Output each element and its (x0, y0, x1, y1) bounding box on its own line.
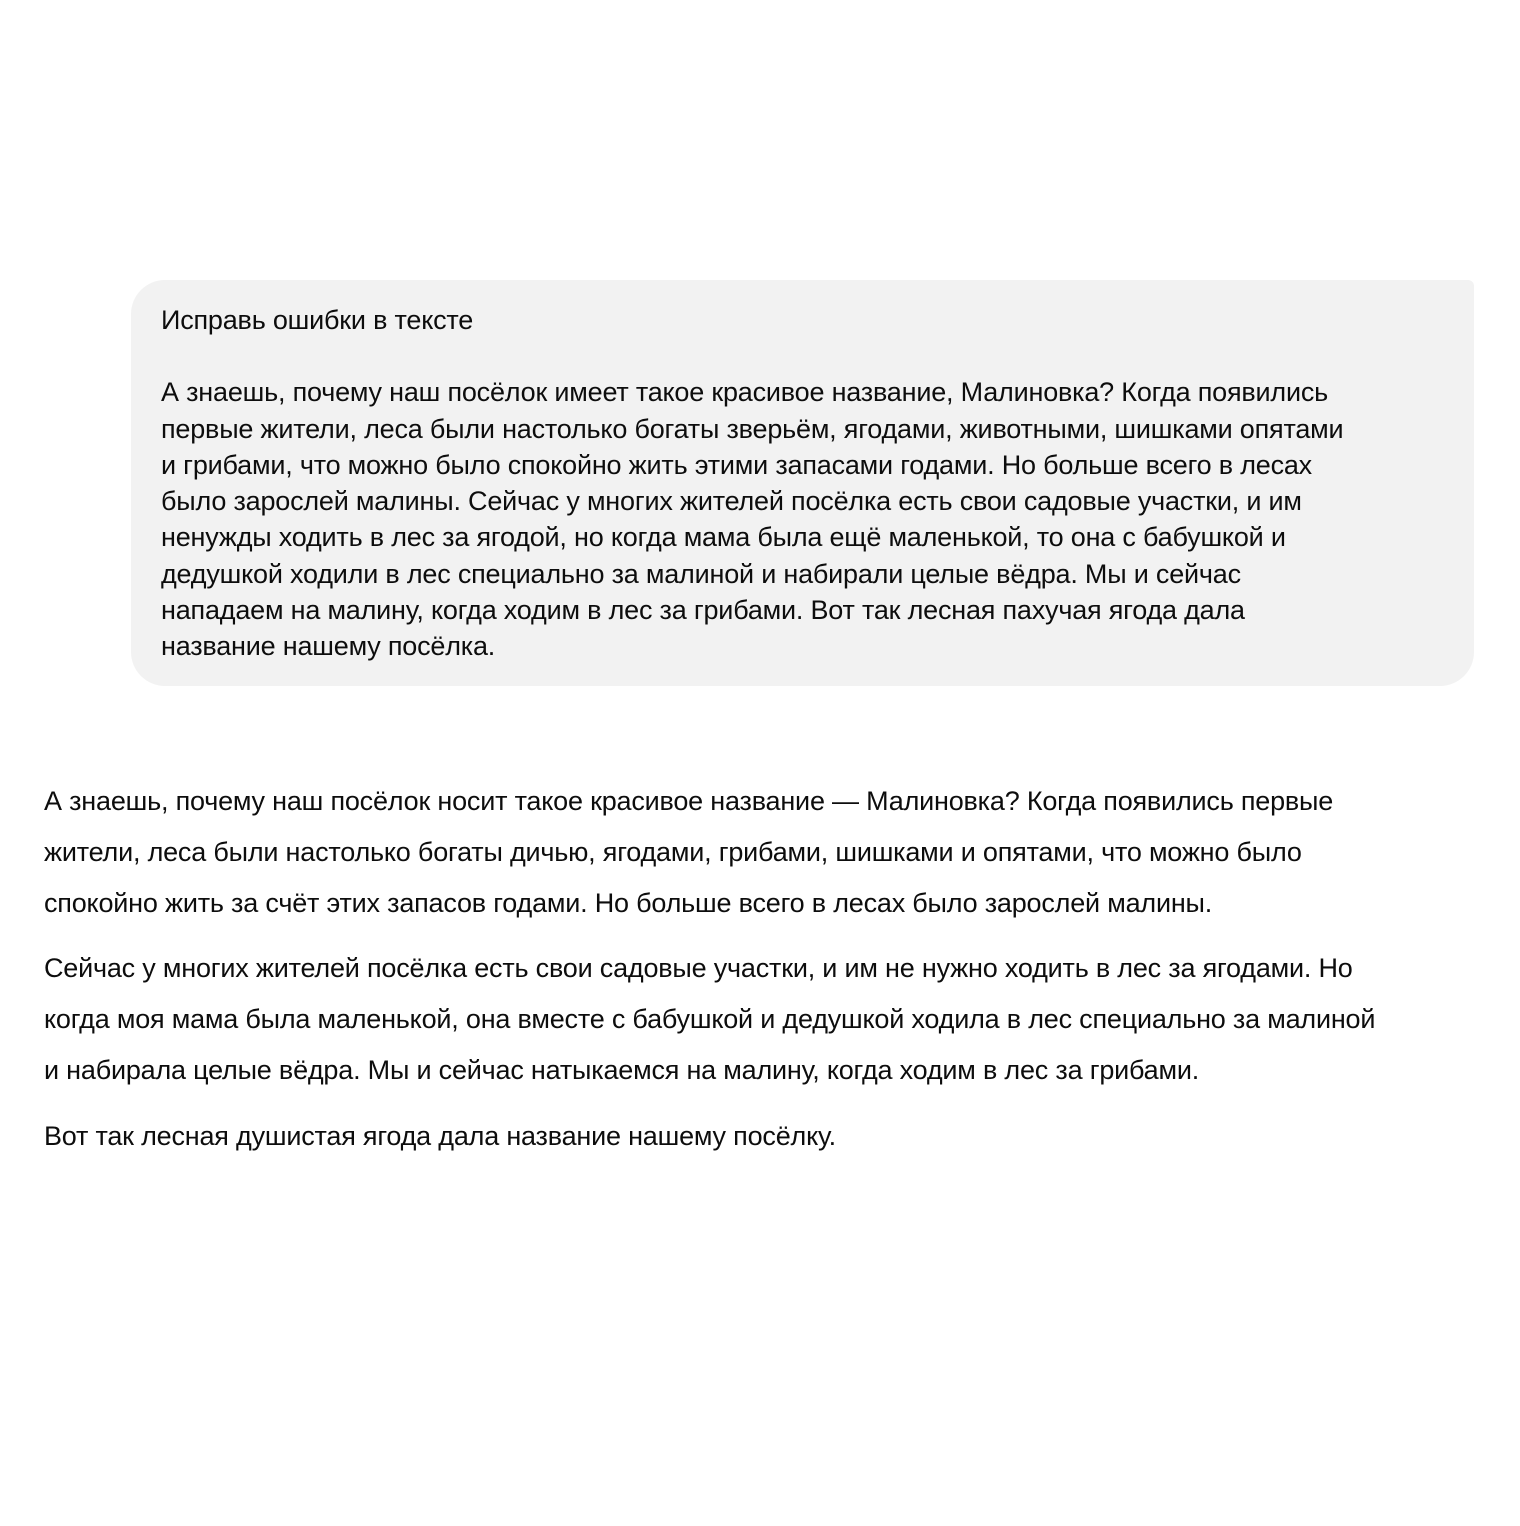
user-original-text: А знаешь, почему наш посёлок имеет такое красивое название, Малиновка? Когда появились первые жители, леса были настолько богаты зверьём, ягодами, животными, шишками опятами и грибами, что можно было спокойно жить этими запасами годами. Но больше всего в лесах было зарослей малины. Сейчас у многих жителей посёлка есть свои садовые участки, и им ненужды ходить в лес за ягодой, но когда мама была ещё маленькой, то она с бабушкой и дедушкой ходили в лес специально за малиной и набирали целые вёдра. Мы и сейчас нападаем на малину, когда ходим в лес за грибами. Вот так лесная пахучая ягода дала название нашему посёлка. (161, 377, 1344, 662)
assistant-paragraph: Вот так лесная душистая ягода дала название нашему посёлку. (44, 1120, 836, 1151)
assistant-paragraph: А знаешь, почему наш посёлок носит такое красивое название — Малиновка? Когда появились первые жители, леса были настолько богаты дичью, ягодами, грибами, шишками и опятами, что можно было спокойно жить за счёт этих запасов годами. Но больше всего в лесах было зарослей малины. (44, 786, 1334, 918)
assistant-message (44, 776, 1394, 1177)
user-message-bubble (131, 280, 1474, 686)
user-instruction: Исправь ошибки в тексте (161, 305, 474, 335)
assistant-paragraph: Сейчас у многих жителей посёлка есть свои садовые участки, и им не нужно ходить в лес за ягодами. Но когда моя мама была маленькой, она вместе с бабушкой и дедушкой ходила в лес специально за малиной и набирала целые вёдра. Мы и сейчас натыкаемся на малину, когда ходим в лес за грибами. (44, 953, 1376, 1085)
